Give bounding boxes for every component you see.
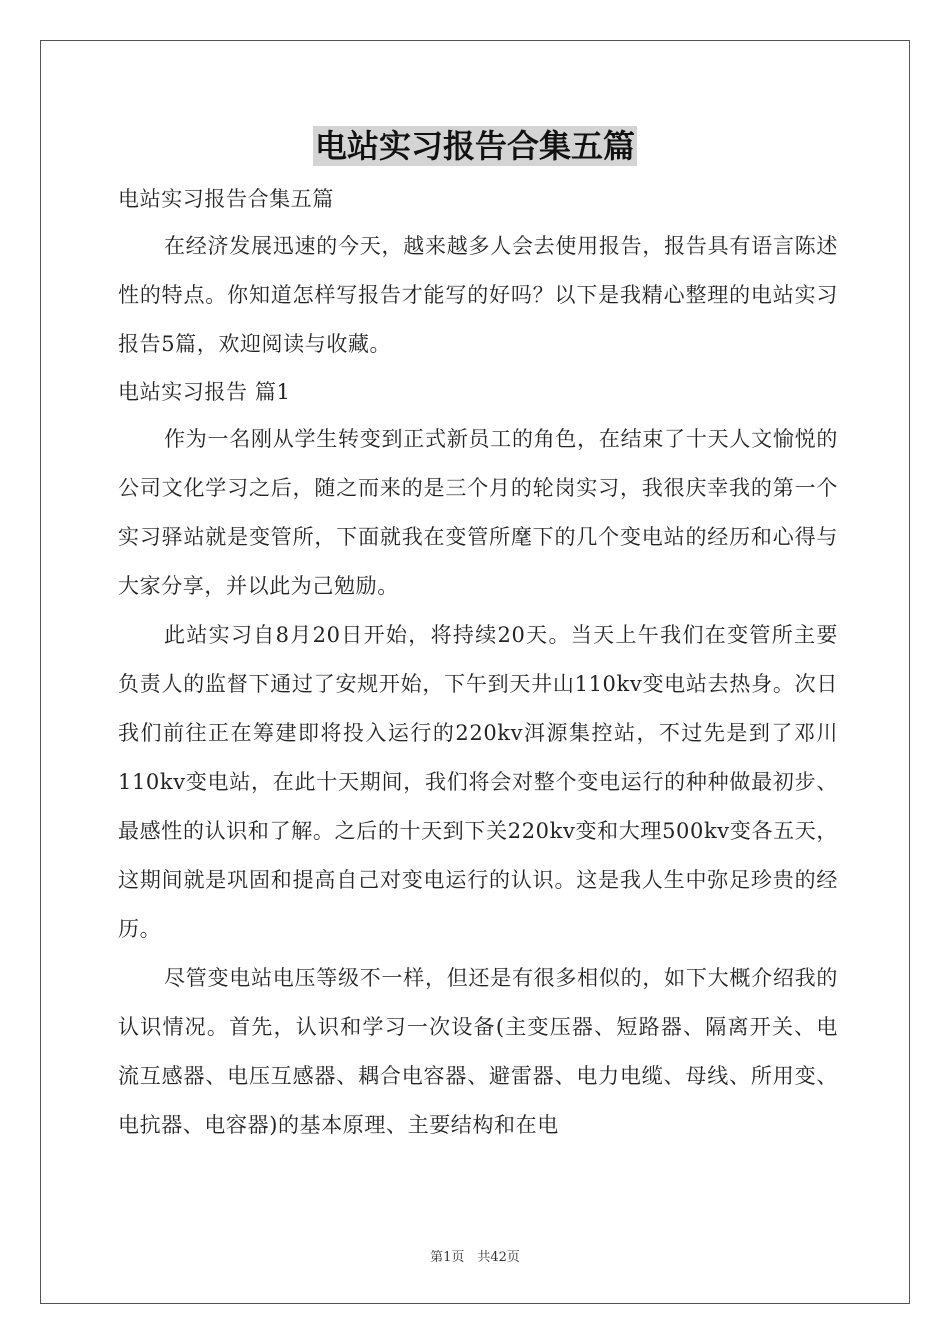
document-body bbox=[118, 176, 838, 1150]
intro-paragraph: 在经济发展迅速的今天，越来越多人会去使用报告，报告具有语言陈述性的特点。你知道怎样写报告才能写的好吗？以下是我精心整理的电站实习报告5篇，欢迎阅读与收藏。 bbox=[118, 234, 838, 356]
page-number-footer: 第1页 共42页 bbox=[430, 1250, 520, 1265]
document-title-text: 电站实习报告合集五篇 bbox=[314, 127, 635, 165]
body-paragraph-3: 尽管变电站电压等级不一样，但还是有很多相似的，如下大概介绍我的认识情况。首先，认识和学习一次设备(主变压器、短路器、隔离开关、电流互感器、电压互感器、耦合电容器、避雷器、电力电缆、母线、所用变、电抗器、电容器)的基本原理、主要结构和在电 bbox=[118, 966, 838, 1137]
body-paragraph-1: 作为一名刚从学生转变到正式新员工的角色，在结束了十天人文愉悦的公司文化学习之后，随之而来的是三个月的轮岗实习，我很庆幸我的第一个实习驿站就是变管所，下面就我在变管所麾下的几个变电站的经历和心得与大家分享，并以此为己勉励。 bbox=[118, 427, 838, 598]
document-subtitle: 电站实习报告合集五篇 bbox=[118, 187, 334, 211]
section-heading: 电站实习报告 篇1 bbox=[118, 380, 291, 404]
body-paragraph-2: 此站实习自8月20日开始，将持续20天。当天上午我们在变管所主要负责人的监督下通过了安规开始，下午到天井山110kv变电站去热身。次日我们前往正在筹建即将投入运行的220kv洱源集控站，不过先是到了邓川110kv变电站，在此十天期间，我们将会对整个变电运行的种种做最初步、最感性的认识和了解。之后的十天到下关220kv变和大理500kv变各五天，这期间就是巩固和提高自己对变电运行的认识。这是我人生中弥足珍贵的经历。 bbox=[118, 623, 838, 941]
document-title bbox=[0, 126, 950, 166]
